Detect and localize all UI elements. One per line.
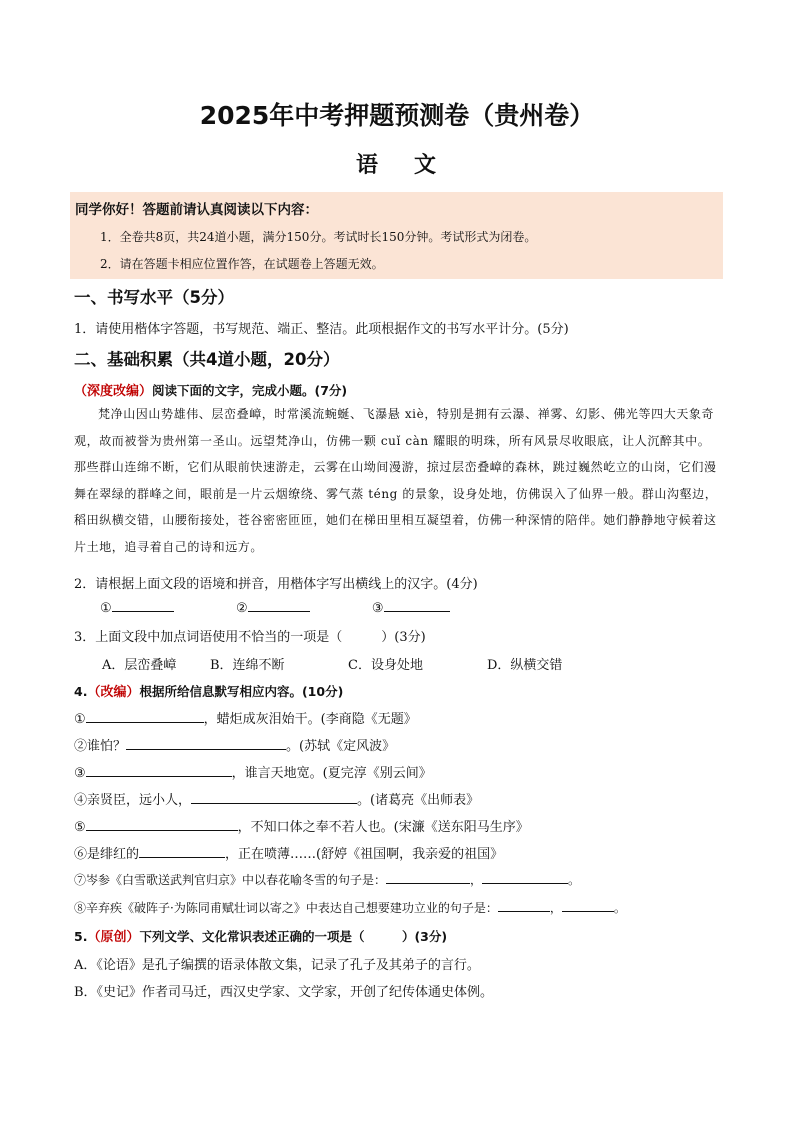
section-1-heading: 一、书写水平（5分）: [74, 288, 234, 307]
question-5: [74, 926, 447, 945]
q2-label-1: ①: [100, 601, 112, 616]
subject-title: [0, 148, 794, 179]
q4-text: 根据所给信息默写相应内容。(10分): [139, 684, 344, 699]
reading-passage: 梵净山因山势雄伟、层峦叠嶂，时常溪流蜿蜒、飞瀑悬 xiè，特别是拥有云瀑、禅雾、幻影、佛光等四大天象奇观，故而被誉为贵州第一圣山。远望梵净山，仿佛一颗 cuǐ càn 耀眼的明珠，所有风景尽收眼底，让人沉醉其中。那些群山连绵不断，它们从眼前快速游走，云雾在山坳间漫游，掠过层峦叠嶂的森林，跳过巍然屹立的山岗，它们漫舞在翠绿的群峰之间，眼前是一片云烟缭绕、雾气蒸 téng 的景象，设身处地，仿佛误入了仙界一般。群山沟壑边，稻田纵横交错，山腰衔接处，苍谷密密匝匝，她们在梯田里相互凝望着，仿佛一种深情的陪伴。她们静静地守候着这片土地，追寻着自己的诗和远方。: [74, 407, 718, 554]
q2-blank-3[interactable]: [384, 598, 450, 612]
q4-line-6: ⑥是绯红的 ，正在喷薄……(舒婷《祖国啊，我亲爱的祖国》: [74, 843, 503, 862]
section-2-heading: 二、基础积累（共4道小题，20分）: [74, 350, 340, 369]
notice-item-1: 1．全卷共8页，共24道小题，满分150分。考试时长150分钟。考试形式为闭卷。: [100, 230, 537, 244]
q5-option-a: A．《论语》是孔子编撰的语录体散文集，记录了孔子及其弟子的言行。: [74, 958, 480, 973]
q4-line-7: ⑦岑参《白雪歌送武判官归京》中以春花喻冬雪的句子是： ， 。: [74, 870, 580, 888]
q4-blank-8b[interactable]: [562, 898, 614, 912]
q4-line-8: ⑧辛弃疾《破阵子·为陈同甫赋壮词以寄之》中表达自己想要建功立业的句子是： ， 。: [74, 898, 626, 916]
q4-line-4: ④亲贤臣，远小人， 。(诸葛亮《出师表》: [74, 789, 479, 808]
passage-instruction: [74, 380, 347, 399]
q5-number: 5.: [74, 929, 88, 944]
q2-blank-1[interactable]: [112, 598, 174, 612]
question-4: [74, 681, 343, 700]
question-2: 2．请根据上面文段的语境和拼音，用楷体字写出横线上的汉字。(4分): [74, 577, 478, 592]
q4-number: 4.: [74, 684, 88, 699]
q5-tag: （原创）: [87, 930, 140, 945]
q2-blanks: [100, 598, 450, 616]
q3-option-d: D．纵横交错: [487, 658, 563, 673]
q4-blank-6[interactable]: [139, 844, 225, 858]
q4-blank-2[interactable]: [126, 736, 286, 750]
notice-box: [70, 192, 723, 279]
notice-heading: 同学你好！答题前请认真阅读以下内容：: [75, 202, 318, 218]
q4-blank-8a[interactable]: [498, 898, 550, 912]
subject-char-1: 语: [355, 153, 380, 178]
q5-text: 下列文学、文化常识表述正确的一项是（ ）(3分): [139, 929, 448, 944]
q2-blank-2[interactable]: [248, 598, 310, 612]
q4-blank-5[interactable]: [86, 817, 238, 831]
question-1: 1．请使用楷体字答题，书写规范、端正、整洁。此项根据作文的书写水平计分。(5分): [74, 322, 569, 337]
q2-label-2: ②: [235, 601, 248, 616]
q3-option-a: A．层峦叠嶂: [102, 658, 177, 673]
q5-option-b: B．《史记》作者司马迁，西汉史学家、文学家，开创了纪传体通史体例。: [74, 985, 494, 1000]
notice-item-2: 2．请在答题卡相应位置作答，在试题卷上答题无效。: [100, 257, 384, 271]
q3-option-b: B．连绵不断: [210, 658, 285, 673]
exam-title: 2025年中考押题预测卷（贵州卷）: [199, 101, 595, 130]
q4-blank-1[interactable]: [86, 709, 204, 723]
q4-line-2: ②谁怕？ 。(苏轼《定风波》: [74, 735, 395, 754]
q4-tag: （改编）: [87, 685, 140, 700]
q2-label-3: ③: [371, 601, 384, 616]
q4-line-3: ③ ，谁言天地宽。(夏完淳《别云间》: [74, 762, 432, 781]
q3-option-c: C．设身处地: [348, 658, 423, 673]
q4-blank-4[interactable]: [191, 790, 357, 804]
q4-blank-3[interactable]: [86, 763, 232, 777]
q4-blank-7b[interactable]: [482, 870, 568, 884]
subject-char-2: 文: [414, 153, 439, 178]
passage-tag: （深度改编）: [74, 384, 153, 399]
q4-line-5: ⑤ ，不知口体之奉不若人也。(宋濂《送东阳马生序》: [74, 816, 529, 835]
passage-intro: 阅读下面的文字，完成小题。(7分): [152, 383, 348, 398]
q4-line-1: ① ，蜡炬成灰泪始干。(李商隐《无题》: [74, 708, 417, 727]
question-3: 3．上面文段中加点词语使用不恰当的一项是（ ）(3分): [74, 630, 426, 645]
q4-blank-7a[interactable]: [386, 870, 470, 884]
